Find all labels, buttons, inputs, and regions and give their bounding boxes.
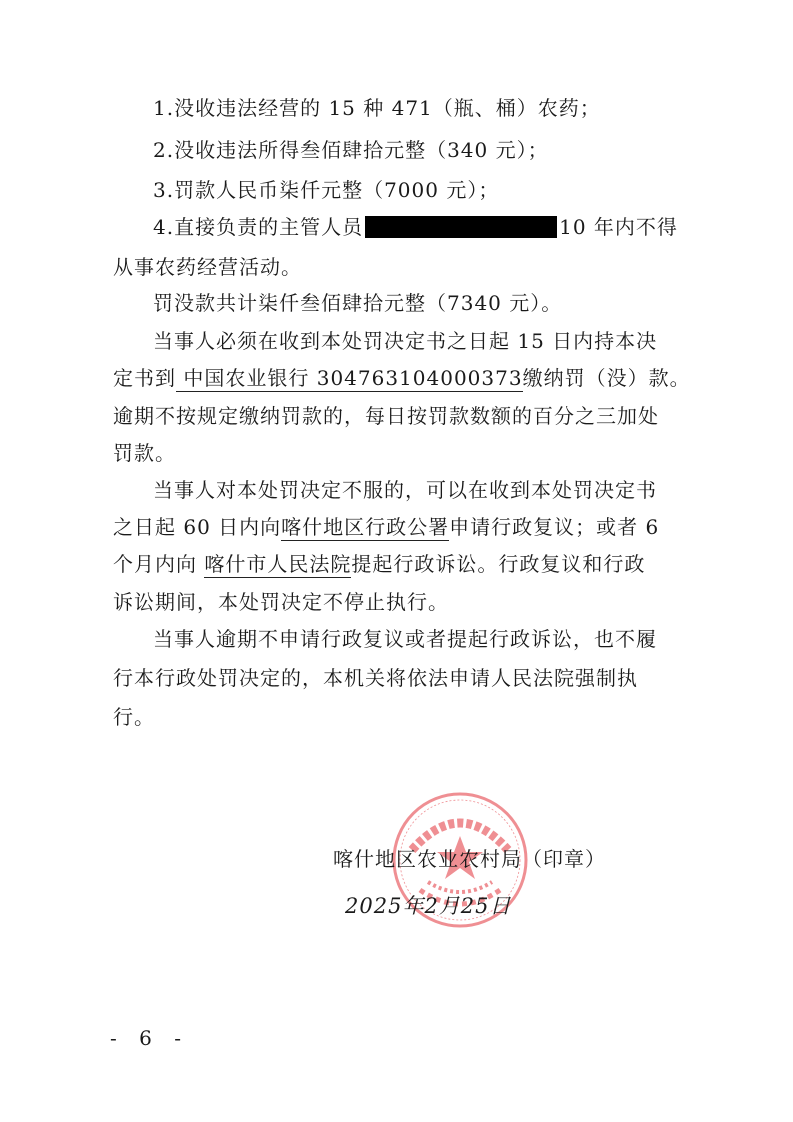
appeal-suffix: 申请行政复议；或者 6 xyxy=(449,515,660,539)
review-authority: 喀什地区行政公署 xyxy=(281,515,450,539)
bank-account: 中国农业银行 304763104000373 xyxy=(176,366,523,390)
appeal-line-2 xyxy=(113,513,659,541)
decision-item-4 xyxy=(153,213,678,241)
appeal-line-3 xyxy=(113,550,645,578)
page-number: - 6 - xyxy=(110,1026,189,1050)
decision-item-4-cont: 从事农药经营活动。 xyxy=(113,255,302,279)
payment-line-1: 当事人必须在收到本处罚决定书之日起 15 日内持本决 xyxy=(153,329,658,353)
court-name: 喀什市人民法院 xyxy=(204,552,352,576)
appeal-prefix-2: 个月内向 xyxy=(113,552,205,576)
item4-text-start: 4.直接负责的主管人员 xyxy=(153,215,364,239)
decision-item-3: 3.罚款人民币柒仟元整（7000 元）； xyxy=(153,178,500,202)
total-amount: 罚没款共计柒仟叁佰肆拾元整（7340 元）。 xyxy=(153,291,563,315)
enforcement-line-2: 行本行政处罚决定的，本机关将依法申请人民法院强制执 xyxy=(113,666,638,690)
appeal-prefix: 之日起 60 日内向 xyxy=(113,515,282,539)
appeal-line-4: 诉讼期间，本处罚决定不停止执行。 xyxy=(113,590,449,614)
payment-line-4: 罚款。 xyxy=(113,441,176,465)
redaction-block xyxy=(365,216,557,238)
appeal-suffix-2: 提起行政诉讼。行政复议和行政 xyxy=(351,552,646,576)
issuing-organization: 喀什地区农业农村局（印章） xyxy=(333,847,606,871)
payment-line-2 xyxy=(113,364,691,392)
payment-suffix: 缴纳罚（没）款。 xyxy=(522,366,691,390)
item4-text-end: 10 年内不得 xyxy=(559,215,678,239)
enforcement-line-1: 当事人逾期不申请行政复议或者提起行政诉讼，也不履 xyxy=(153,627,657,651)
payment-line-3: 逾期不按规定缴纳罚款的，每日按罚款数额的百分之三加处 xyxy=(113,404,659,428)
signature-date: 2025年2月25日 xyxy=(345,894,512,918)
decision-item-2: 2.没收违法所得叁佰肆拾元整（340 元）； xyxy=(153,138,549,162)
payment-prefix: 定书到 xyxy=(113,366,176,390)
enforcement-line-3: 行。 xyxy=(113,705,155,729)
appeal-line-1: 当事人对本处罚决定不服的，可以在收到本处罚决定书 xyxy=(153,478,657,502)
decision-item-1: 1.没收违法经营的 15 种 471（瓶、桶）农药； xyxy=(153,96,601,120)
